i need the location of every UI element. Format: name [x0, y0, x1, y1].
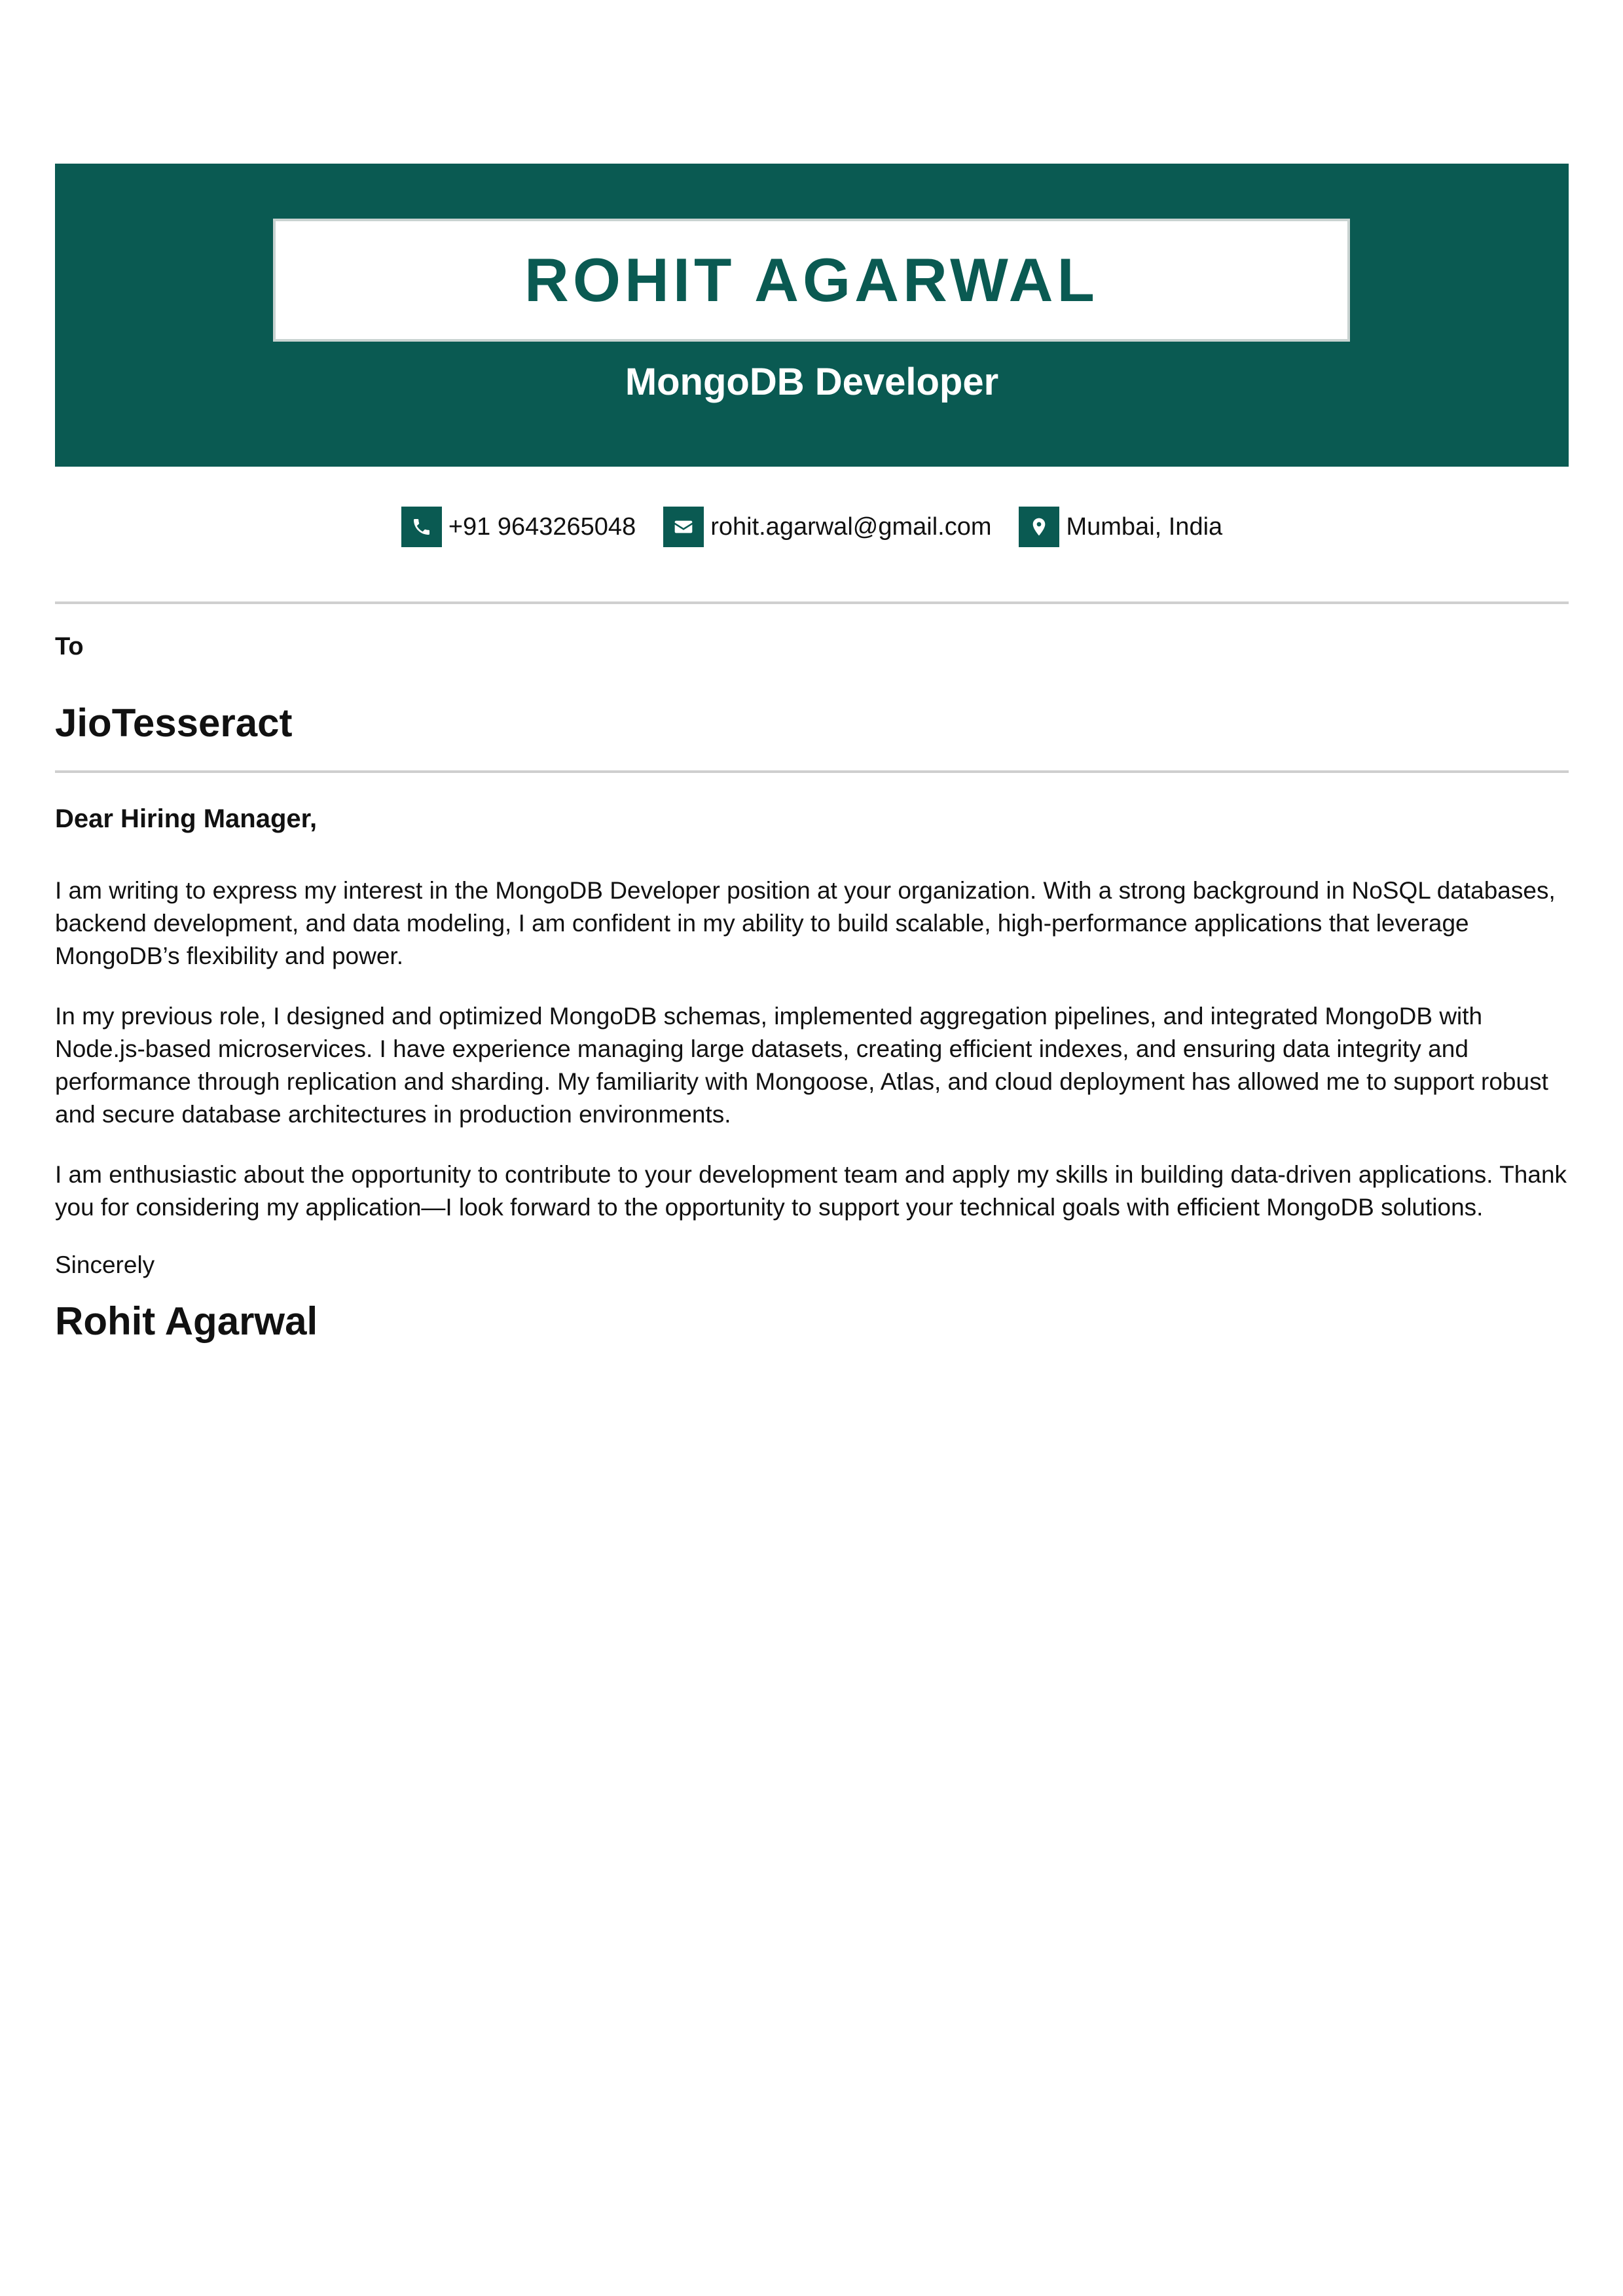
- letter-paragraph: I am enthusiastic about the opportunity to contribute to your development team and apply my skills in building data-driven applications. Thank you for considering my application—I look forward to the opportunity to support your technical goals with efficient MongoDB solutions.: [55, 1161, 1567, 1221]
- map-pin-icon: [1019, 507, 1059, 547]
- job-title: MongoDB Developer: [625, 361, 999, 403]
- recipient-company: JioTesseract: [55, 701, 293, 745]
- header-band: [55, 164, 1569, 467]
- contact-email: [663, 507, 991, 547]
- envelope-icon: [663, 507, 704, 547]
- salutation: Dear Hiring Manager,: [55, 804, 318, 833]
- phone-icon: [401, 507, 442, 547]
- recipient-label: To: [55, 633, 84, 660]
- cover-letter-page: [55, 164, 1569, 1344]
- applicant-name: ROHIT AGARWAL: [524, 245, 1099, 314]
- contact-phone: [401, 507, 636, 547]
- location-text: Mumbai, India: [1066, 512, 1223, 541]
- phone-number[interactable]: +91 9643265048: [448, 512, 636, 541]
- name-box: [273, 219, 1350, 342]
- divider: [55, 770, 1569, 773]
- contact-location: [1019, 507, 1222, 547]
- letter-paragraph: I am writing to express my interest in the MongoDB Developer position at your organization. With a strong background in NoSQL databases, backend development, and data modeling, I am confident in my ability to build scalable, high-performance applications that leverage MongoDB’s flexibility and power.: [55, 877, 1556, 969]
- contact-row: [55, 506, 1569, 548]
- signature-name: Rohit Agarwal: [55, 1299, 318, 1343]
- letter-paragraph: In my previous role, I designed and optimized MongoDB schemas, implemented aggregation pipelines, and integrated MongoDB with Node.js-based microservices. I have experience managing large datasets, creating efficient indexes, and ensuring data integrity and performance through replication and sharding. My familiarity with Mongoose, Atlas, and cloud deployment has allowed me to support robust and secure database architectures in production environments.: [55, 1003, 1548, 1128]
- divider: [55, 601, 1569, 604]
- closing: Sincerely: [55, 1251, 155, 1278]
- email-address[interactable]: rohit.agarwal@gmail.com: [710, 512, 992, 541]
